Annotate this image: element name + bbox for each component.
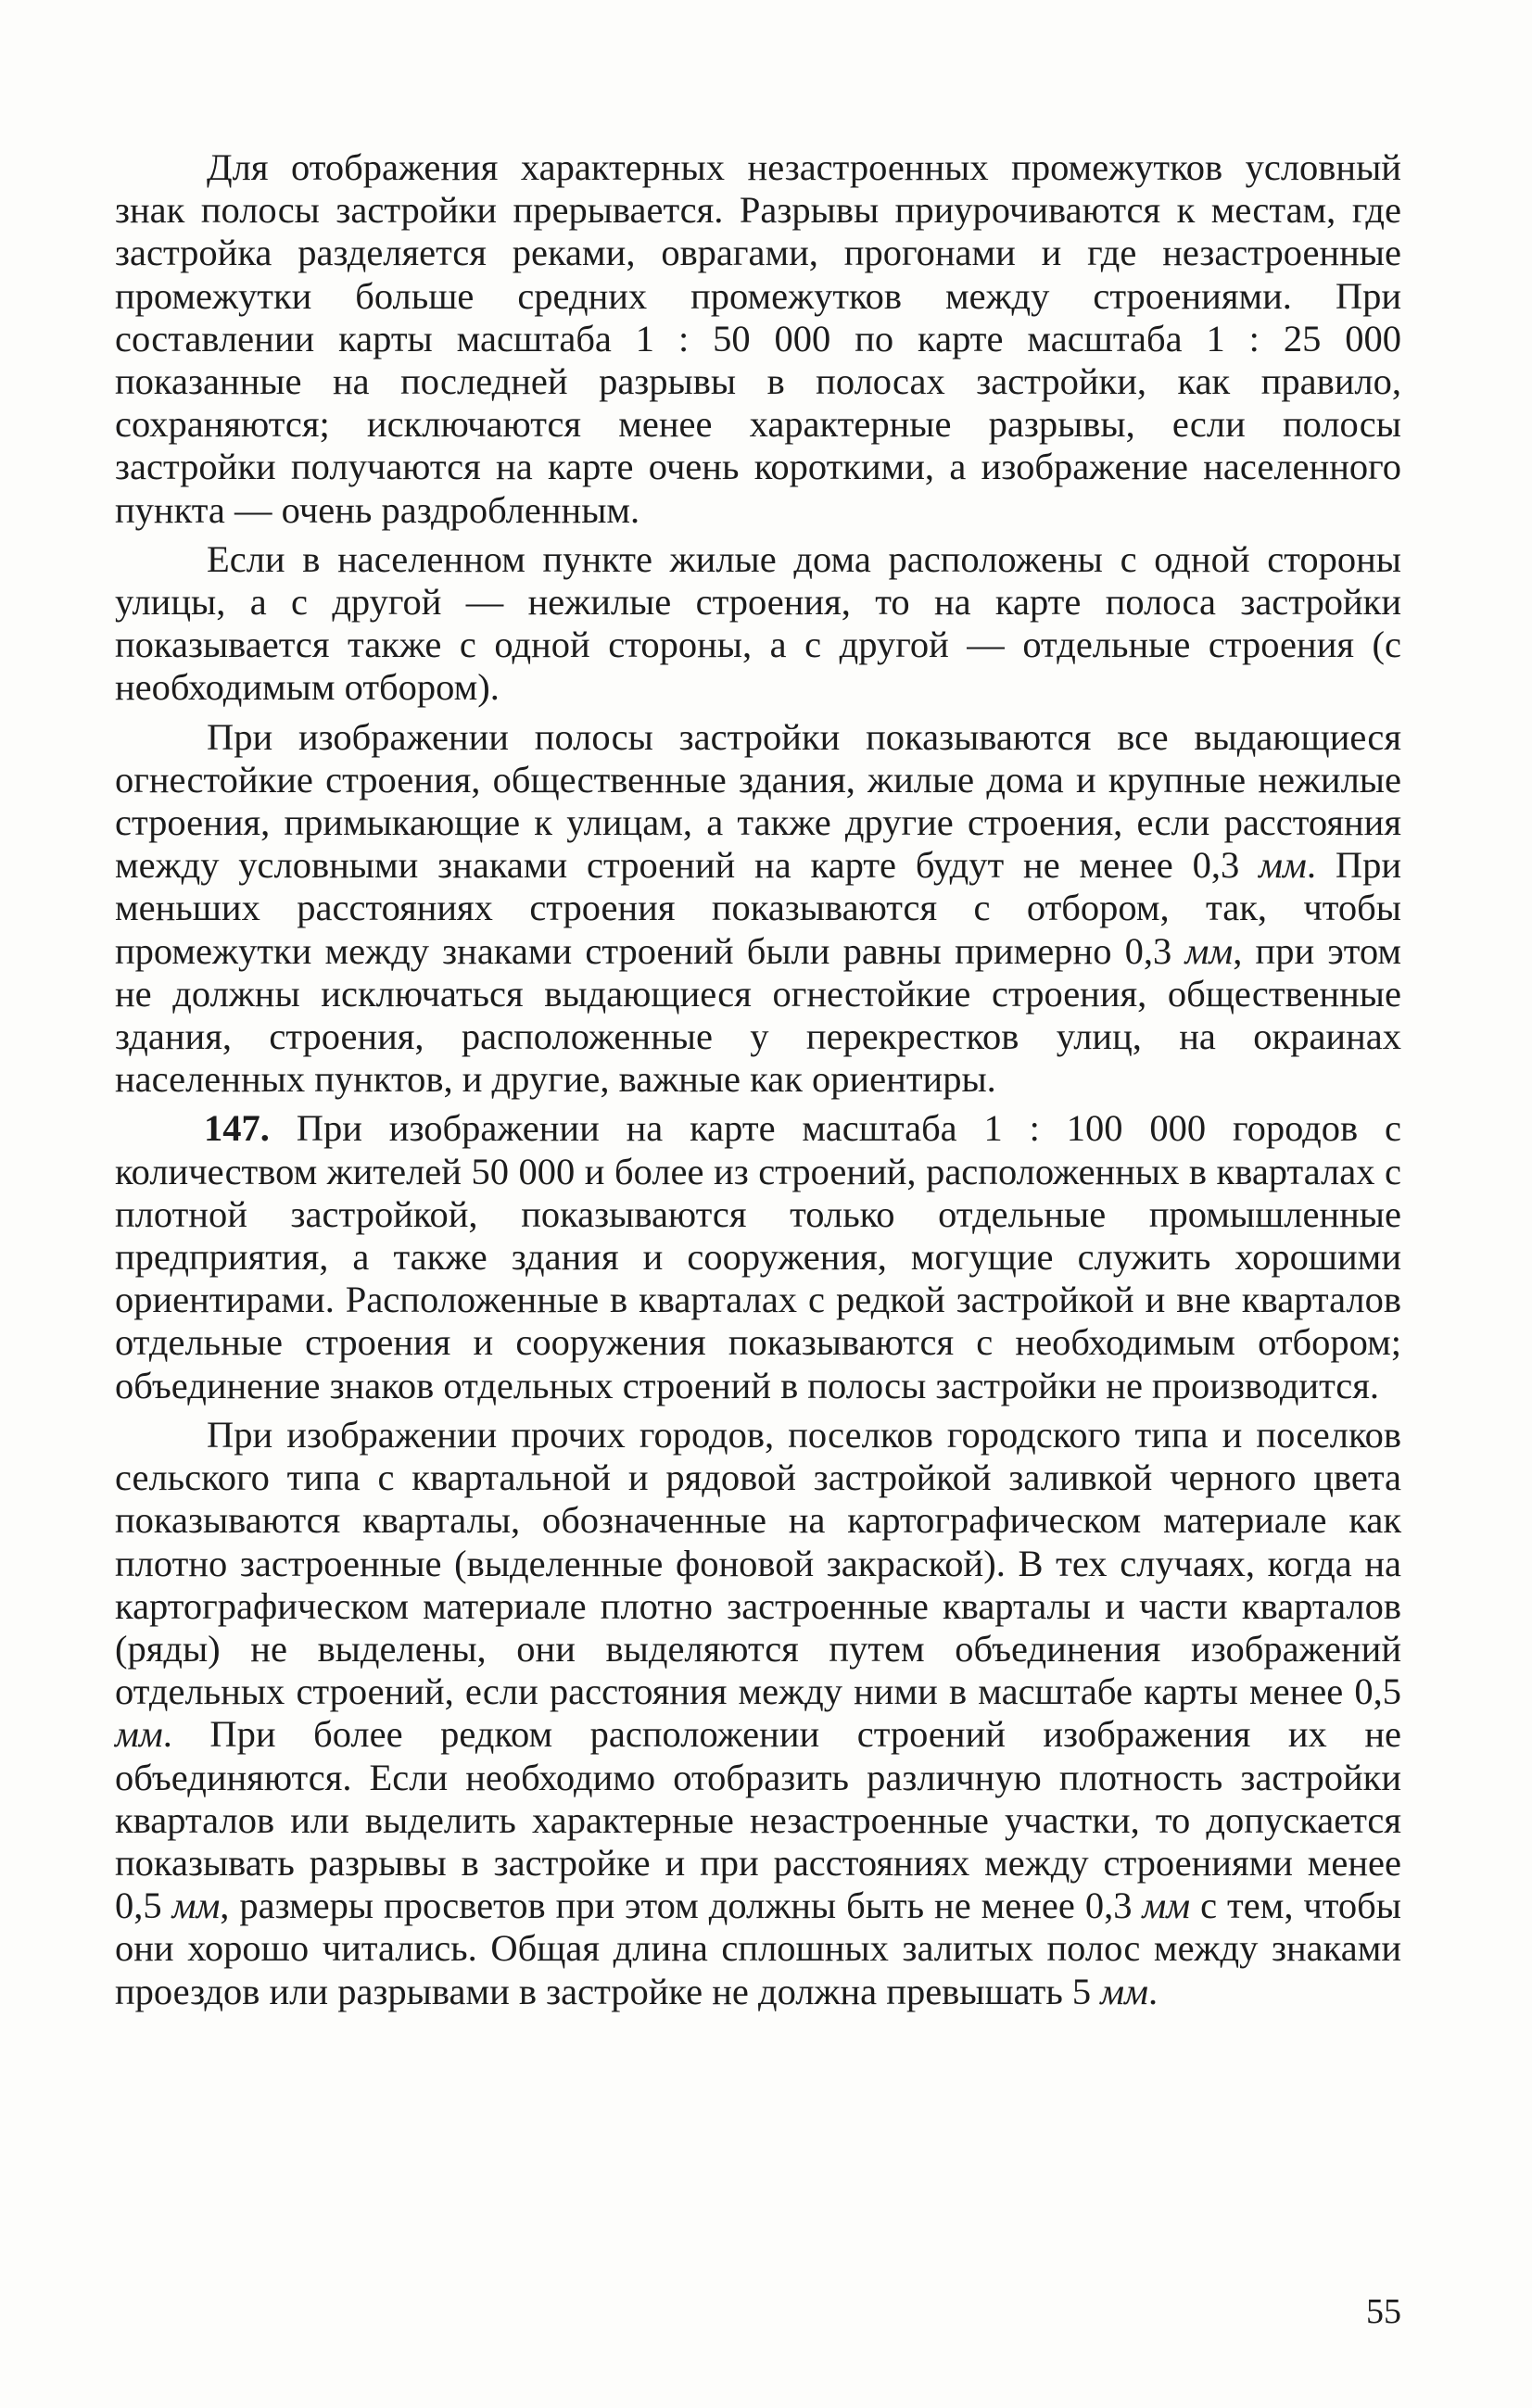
text-run: При изображении прочих городов, поселков городского типа и поселков сельского типа с квартальной и рядовой застройкой заливкой черного цвета показываются кварталы, обозначенные на картографическом материале как плотно застроенные (выделенные фоновой закраской). В тех случаях, когда на картографическом материале плотно застроенные кварталы и части кварталов (ряды) не выделены, они выделяются путем объединения изображений отдельных строений, если расстояния между ними в масштабе карты менее 0,5 <box>115 1413 1401 1713</box>
unit-mm: мм <box>1184 929 1234 972</box>
paragraph-one-sided-street: Если в населенном пункте жилые дома расположены с одной стороны улицы, а с другой — нежилые строения, то на карте полоса застройки показывается также с одной стороны, а с другой — отдельные строения (с необходимым отбором). <box>115 537 1401 709</box>
text-run: При изображении полосы застройки показываются все выдающиеся огнестойкие строения, общественные здания, жилые дома и крупные нежилые строения, примыкающие к улицам, а также другие строения, если расстояния между условными знаками строений на карте будут не менее 0,3 <box>115 715 1401 887</box>
text-run: с тем, чтобы они хорошо читались. Общая длина сплошных залитых полос между знаками проездов или разрывами в застройке не должна превышать 5 <box>115 1885 1402 2012</box>
unit-mm: мм <box>171 1885 221 1927</box>
paragraph-147 <box>115 1107 1401 1406</box>
unit-mm: мм <box>1259 844 1307 887</box>
text-run: . При меньших расстояниях строения показываются с отбором, так, чтобы промежутки между знаками строений были равны примерно 0,3 <box>115 844 1402 972</box>
text-run: . <box>1148 1970 1158 2012</box>
unit-mm: мм <box>1100 1970 1148 2012</box>
body-text <box>115 146 1401 2020</box>
page-number: 55 <box>1366 2292 1401 2331</box>
paragraph-gaps-in-built-strip: Для отображения характерных незастроенных промежутков условный знак полосы застройки прерывается. Разрывы приурочиваются к местам, где застройка разделяется реками, оврагами, прогонами и где незастроенные промежутки больше средних промежутков между строениями. При составлении карты масштаба 1 : 50 000 по карте масштаба 1 : 25 000 показанные на последней разрывы в полосах застройки, как правило, сохраняются; исключаются менее характерные разрывы, если полосы застройки получаются на карте очень короткими, а изображение населенного пункта — очень раздробленным. <box>115 146 1401 531</box>
unit-mm: мм <box>115 1713 163 1756</box>
paragraph-other-towns <box>115 1414 1401 2013</box>
text-run: , размеры просветов при этом должны быть не менее 0,3 <box>220 1885 1143 1927</box>
text-run: , при этом не должны исключаться выдающиеся огнестойкие строения, общественные здания, строения, расположенные у перекрестков улиц, на окраинах населенных пунктов, и другие, важные как ориентиры. <box>115 929 1401 1101</box>
paragraph-number: 147. <box>204 1107 270 1150</box>
text-run: При изображении на карте масштаба 1 : 100 000 городов с количеством жителей 50 000 и более из строений, расположенных в кварталах с плотной застройкой, показываются только отдельные промышленные предприятия, а также здания и сооружения, могущие служить хорошими ориентирами. Расположенные в кварталах с редкой застройкой и вне кварталов отдельные строения и сооружения показываются с необходимым отбором; объединение знаков отдельных строений в полосы застройки не производится. <box>115 1107 1401 1406</box>
text-run: . При более редком расположении строений изображения их не объединяются. Если необходимо отобразить различную плотность застройки кварталов или выделить характерные незастроенные участки, то допускается показывать разрывы в застройке и при расстояниях между строениями менее 0,5 <box>115 1713 1401 1927</box>
paragraph-strip-contents <box>115 716 1401 1102</box>
unit-mm: мм <box>1142 1885 1191 1927</box>
